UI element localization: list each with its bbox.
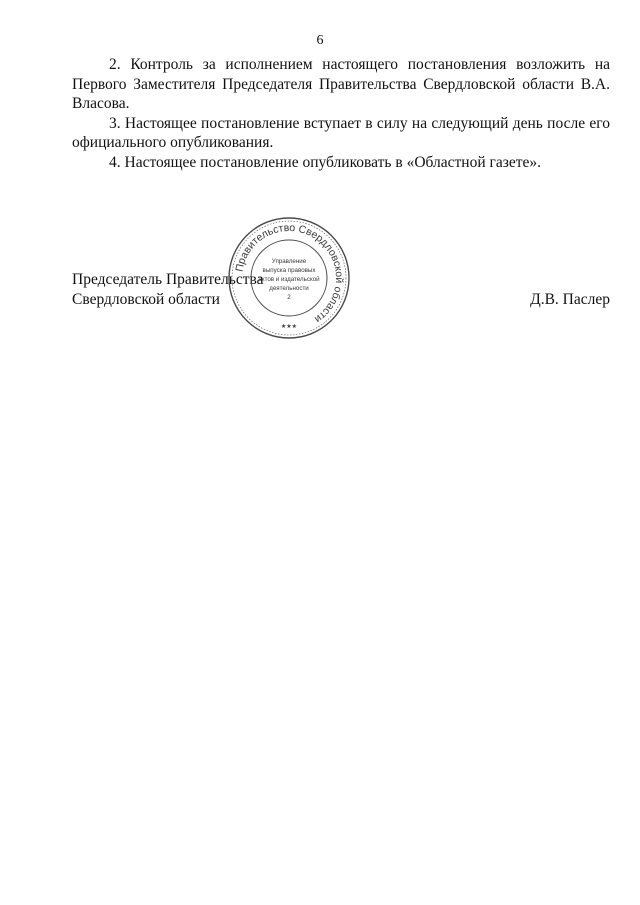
seal-center-line3: актов и издательской xyxy=(258,276,320,283)
paragraph-3: 3. Настоящее постановление вступает в силу на следующий день после его официального опубликования. xyxy=(72,114,610,151)
seal-ring-text: Правительство Свердловской области xyxy=(233,221,346,326)
signatory-position-line1: Председатель Правительства xyxy=(72,271,264,288)
seal-center-line1: Управление xyxy=(271,258,307,265)
seal-stars: ★★★ xyxy=(280,324,298,330)
paragraph-4: 4. Настоящее постановление опубликовать в «Областной газете». xyxy=(109,153,542,171)
seal-center-line5: 2 xyxy=(287,294,291,301)
seal-graphic xyxy=(226,215,352,341)
paragraph-2: 2. Контроль за исполнением настоящего постановления возложить на Первого Заместителя Председателя Правительства Свердловской области В.А. Власова. xyxy=(72,56,610,112)
seal-center-line4: деятельности xyxy=(269,285,309,292)
signatory-position-line2: Свердловской области xyxy=(72,290,220,308)
official-seal-stamp xyxy=(226,215,352,341)
signatory-name: Д.В. Паслер xyxy=(530,290,610,308)
page-number: 6 xyxy=(316,33,324,48)
seal-center-line2: выпуска правовых xyxy=(262,267,316,274)
document-body xyxy=(72,55,610,172)
